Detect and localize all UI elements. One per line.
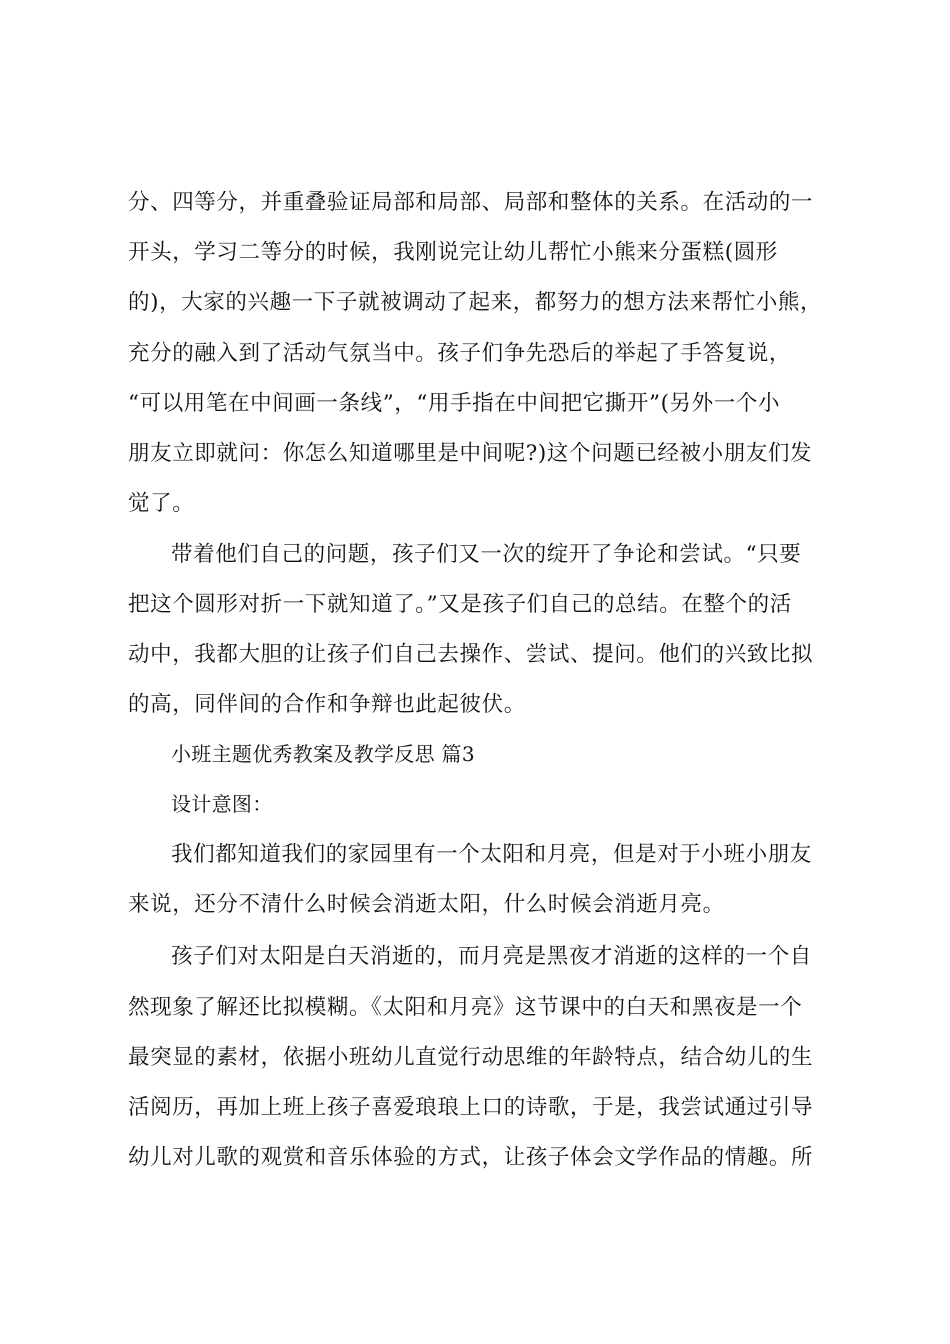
section-heading: 小班主题优秀教案及教学反思 篇3	[171, 742, 475, 766]
paragraph-line: 充分的融入到了活动气氛当中。孩子们争先恐后的举起了手答复说，	[128, 341, 792, 366]
paragraph-line: 的高，同伴间的合作和争辩也此起彼伏。	[128, 692, 526, 717]
section-subheading: 设计意图：	[171, 792, 273, 816]
paragraph-line: “可以用笔在中间画一条线”，“用手指在中间把它撕开”(另外一个小	[128, 391, 781, 416]
paragraph-line: 朋友立即就问：你怎么知道哪里是中间呢?)这个问题已经被小朋友们发	[128, 441, 813, 466]
paragraph-line: 来说，还分不清什么时候会消逝太阳，什么时候会消逝月亮。	[128, 892, 725, 917]
paragraph-line: 的)，大家的兴趣一下子就被调动了起来，都努力的想方法来帮忙小熊，	[128, 290, 823, 315]
paragraph-line: 带着他们自己的问题，孩子们又一次的绽开了争论和尝试。“只要	[171, 542, 802, 567]
paragraph-line: 动中，我都大胆的让孩子们自己去操作、尝试、提问。他们的兴致比拟	[128, 642, 814, 667]
paragraph-line: 最突显的素材，依据小班幼儿直觉行动思维的年龄特点，结合幼儿的生	[128, 1045, 814, 1070]
paragraph-line: 开头，学习二等分的时候，我刚说完让幼儿帮忙小熊来分蛋糕(圆形	[128, 240, 778, 265]
paragraph-line: 把这个圆形对折一下就知道了。”又是孩子们自己的总结。在整个的活	[128, 592, 792, 617]
paragraph-line: 孩子们对太阳是白天消逝的，而月亮是黑夜才消逝的这样的一个自	[171, 944, 812, 969]
paragraph-line: 活阅历，再加上班上孩子喜爱琅琅上口的诗歌，于是，我尝试通过引导	[128, 1095, 814, 1120]
paragraph-line: 然现象了解还比拟模糊。《太阳和月亮》这节课中的白天和黑夜是一个	[128, 995, 803, 1020]
paragraph-line: 我们都知道我们的家园里有一个太阳和月亮，但是对于小班小朋友	[171, 842, 812, 867]
paragraph-line: 幼儿对儿歌的观赏和音乐体验的方式，让孩子体会文学作品的情趣。所	[128, 1145, 814, 1170]
paragraph-line: 觉了。	[128, 491, 195, 516]
paragraph-line: 分、四等分，并重叠验证局部和局部、局部和整体的关系。在活动的一	[128, 190, 814, 215]
